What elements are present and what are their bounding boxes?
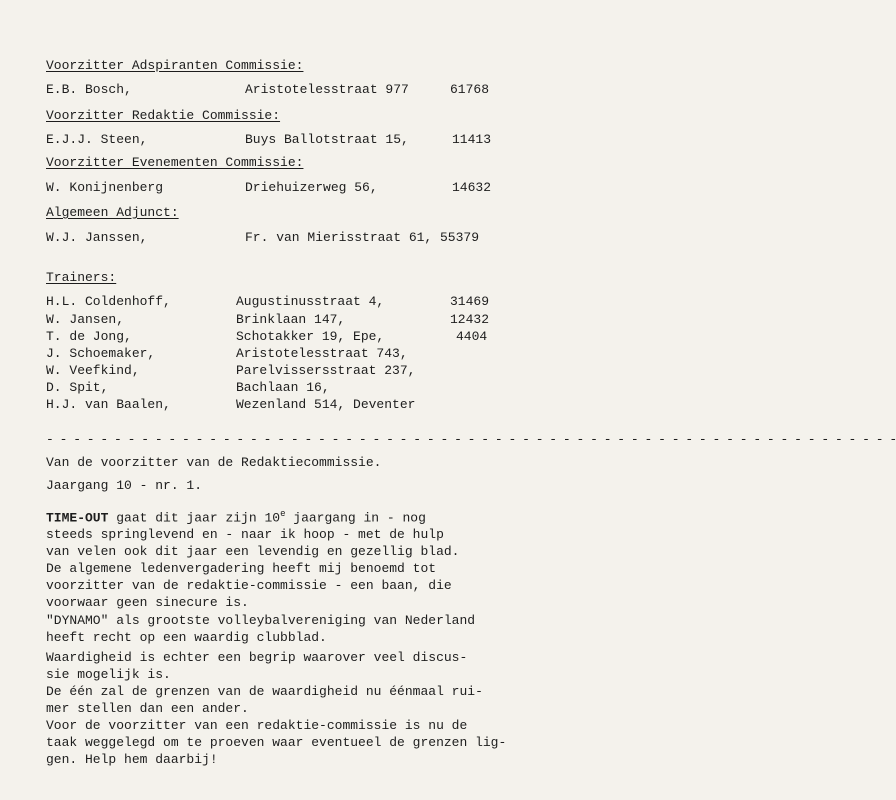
heading-evenementen: Voorzitter Evenementen Commissie: xyxy=(46,155,304,170)
article-line: van velen ook dit jaar een levendig en gezellig blad. xyxy=(46,544,460,559)
heading-redaktie: Voorzitter Redaktie Commissie: xyxy=(46,108,281,123)
officer-row xyxy=(0,132,544,150)
article-line: voorzitter van de redaktie-commissie - een baan, die xyxy=(46,578,452,593)
trainer-name: T. de Jong, xyxy=(46,329,132,344)
magazine-title: TIME-OUT xyxy=(46,510,109,526)
officer-row xyxy=(0,82,544,100)
trainer-phone: 12432 xyxy=(450,312,490,327)
trainer-row xyxy=(0,380,544,398)
trainer-name: H.J. van Baalen, xyxy=(46,397,171,412)
trainer-row xyxy=(0,294,544,312)
officer-address: Buys Ballotstraat 15, xyxy=(245,132,409,147)
article-line: steeds springlevend en - naar ik hoop - met de hulp xyxy=(46,527,444,542)
article-line: taak weggelegd om te proeven waar eventueel de grenzen lig- xyxy=(46,735,507,750)
trainer-row xyxy=(0,397,544,415)
article-line: Waardigheid is echter een begrip waarover veel discus- xyxy=(46,650,468,665)
officer-phone: 61768 xyxy=(450,82,490,97)
trainer-address: Brinklaan 147, xyxy=(236,312,346,327)
officer-name: E.J.J. Steen, xyxy=(46,132,148,147)
officer-name: W. Konijnenberg xyxy=(46,180,164,195)
trainer-name: W. Veefkind, xyxy=(46,363,140,378)
trainer-address: Wezenland 514, Deventer xyxy=(236,397,416,412)
article-line: "DYNAMO" als grootste volleybalvereniging van Nederland heeft recht op een waardig clubblad. xyxy=(46,613,476,645)
trainer-row xyxy=(0,312,544,330)
trainer-row xyxy=(0,363,544,381)
trainer-address: Augustinusstraat 4, xyxy=(236,294,385,309)
officer-address: Driehuizerweg 56, xyxy=(245,180,378,195)
officer-name: W.J. Janssen, xyxy=(46,230,148,245)
heading-adspiranten: Voorzitter Adspiranten Commissie: xyxy=(46,58,304,73)
trainer-name: J. Schoemaker, xyxy=(46,346,156,361)
article-line: mer stellen dan een ander. xyxy=(46,701,249,716)
article-text: gaat dit jaar zijn 10 xyxy=(108,510,281,526)
heading-trainers: Trainers: xyxy=(46,270,117,285)
heading-adjunct: Algemeen Adjunct: xyxy=(46,205,179,220)
trainer-name: W. Jansen, xyxy=(46,312,125,327)
article-line: voorwaar geen sinecure is. xyxy=(46,595,249,610)
article-line: De één zal de grenzen van de waardigheid nu éénmaal rui- xyxy=(46,684,483,699)
officer-row xyxy=(0,180,544,198)
trainer-address: Parelvissersstraat 237, xyxy=(236,363,416,378)
article-heading: Van de voorzitter van de Redaktiecommissie. xyxy=(46,455,382,470)
officer-address: Fr. van Mierisstraat 61, xyxy=(245,230,433,245)
article-text: jaargang in - nog xyxy=(285,510,426,526)
issue-number: Jaargang 10 - nr. 1. xyxy=(46,478,203,493)
officer-address: Aristotelesstraat 977 xyxy=(245,82,409,97)
trainer-phone: 4404 xyxy=(456,329,488,344)
officer-phone: 55379 xyxy=(440,230,480,245)
article-line xyxy=(46,509,426,525)
article-line: gen. Help hem daarbij! xyxy=(46,752,218,767)
officer-phone: 14632 xyxy=(452,180,492,195)
article-line: De algemene ledenvergadering heeft mij benoemd tot xyxy=(46,561,437,576)
ordinal-sup: e xyxy=(280,509,286,519)
trainer-address: Schotakker 19, Epe, xyxy=(236,329,385,344)
trainer-row xyxy=(0,346,544,364)
trainer-row xyxy=(0,329,544,347)
trainer-phone: 31469 xyxy=(450,294,490,309)
officer-phone: 11413 xyxy=(452,132,492,147)
trainer-name: D. Spit, xyxy=(46,380,109,395)
article-line: sie mogelijk is. xyxy=(46,667,171,682)
officer-name: E.B. Bosch, xyxy=(46,82,132,97)
officer-row xyxy=(0,230,544,248)
trainer-address: Aristotelesstraat 743, xyxy=(236,346,408,361)
trainer-address: Bachlaan 16, xyxy=(236,380,330,395)
dashed-divider: - - - - - - - - - - - - - - - - - - - - - - - - - - - - - - - - - - - - - - - - - - - - - - - - - - - - - - - - - - - - - - - xyxy=(46,432,896,447)
article-line: Voor de voorzitter van een redaktie-commissie is nu de xyxy=(46,718,468,733)
trainer-name: H.L. Coldenhoff, xyxy=(46,294,171,309)
